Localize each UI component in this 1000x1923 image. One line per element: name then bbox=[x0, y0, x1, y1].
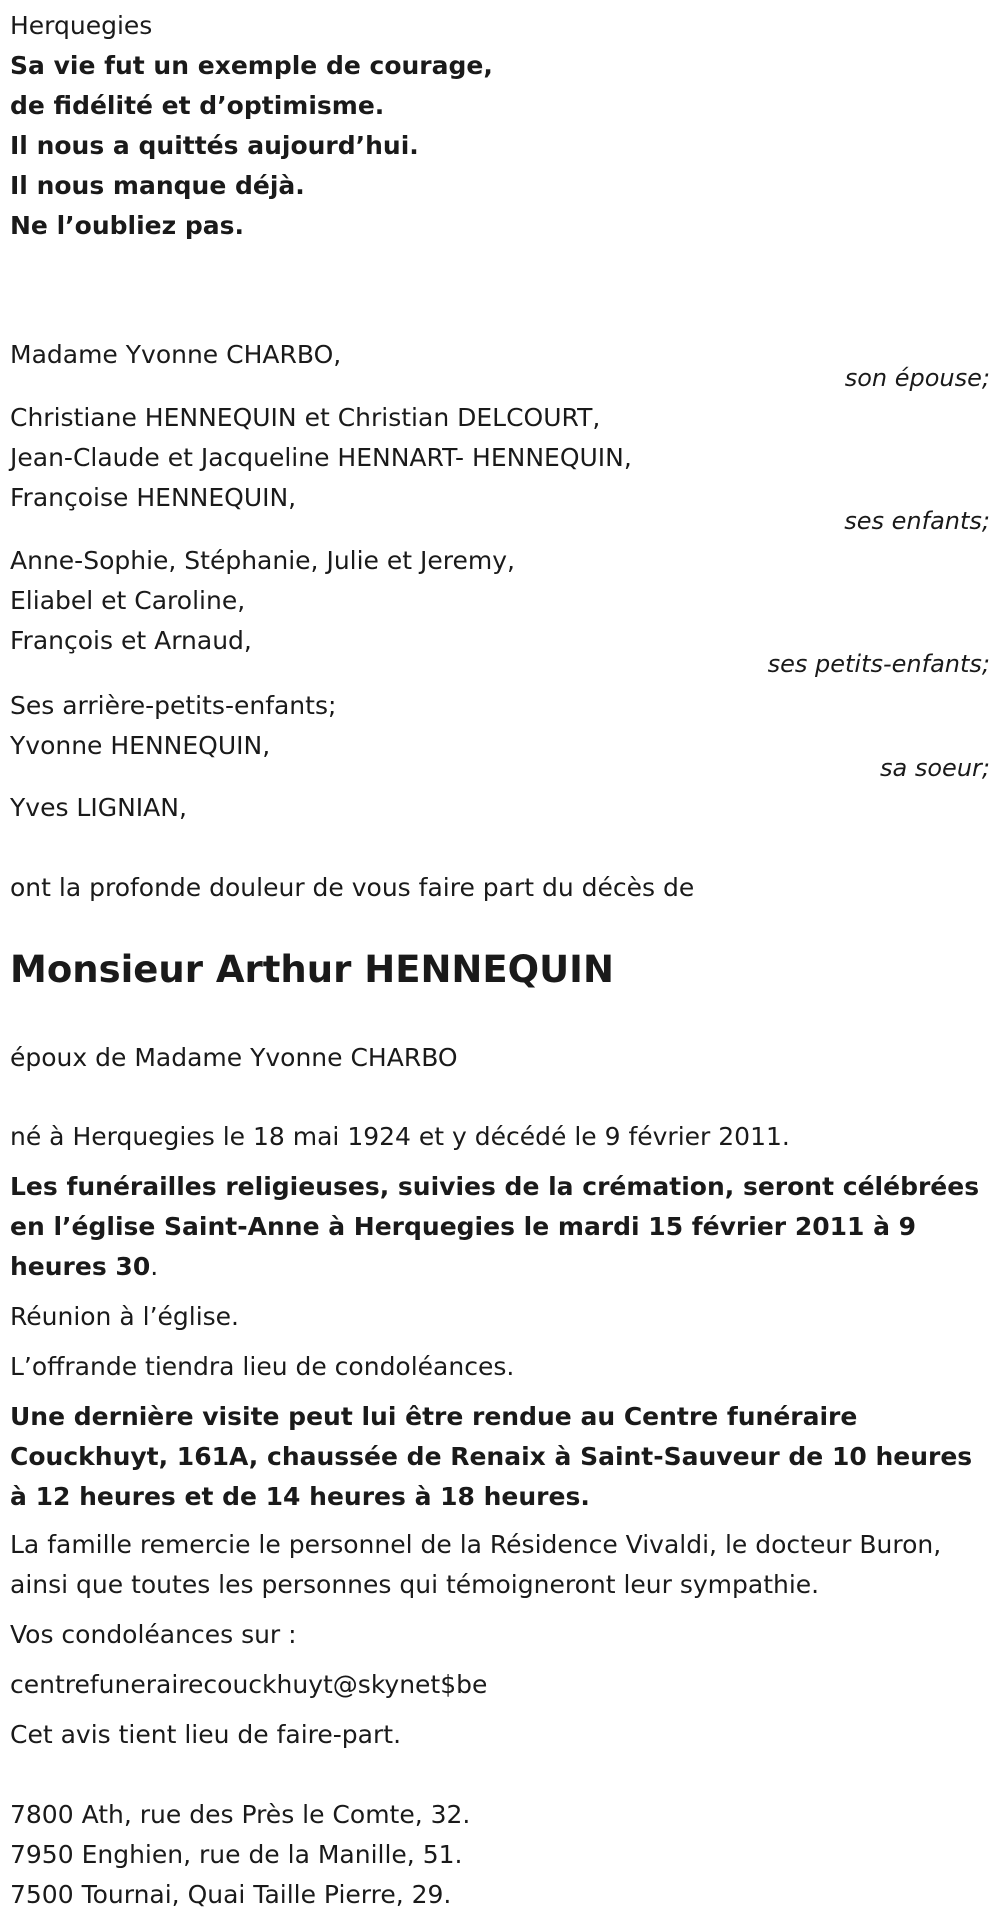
motto-line: Ne l’oubliez pas. bbox=[10, 211, 245, 240]
funeral-details-end: . bbox=[150, 1252, 159, 1281]
motto-line: Il nous manque déjà. bbox=[10, 171, 305, 200]
visit-info: Une dernière visite peut lui être rendue au Centre funéraire Couckhuyt, 161A, chaussée de Renaix à Saint-Sauveur de 10 heures à 12 heures et de 14 heures à 18 heures. bbox=[10, 1402, 973, 1511]
child-name: Françoise HENNEQUIN, bbox=[10, 483, 297, 512]
condolences-email[interactable]: centrefunerairecouckhuyt@skynet$be bbox=[10, 1670, 488, 1699]
motto-line: de fidélité et d’optimisme. bbox=[10, 91, 385, 120]
great-grandchildren: Ses arrière-petits-enfants; bbox=[10, 691, 337, 720]
children-role: ses enfants; bbox=[844, 507, 990, 535]
other-relative: Yves LIGNIAN, bbox=[10, 793, 187, 822]
meeting-info: Réunion à l’église. bbox=[10, 1302, 240, 1331]
grandchildren-role: ses petits-enfants; bbox=[767, 650, 990, 678]
funeral-details bbox=[10, 1167, 990, 1287]
address-line: 7500 Tournai, Quai Taille Pierre, 29. bbox=[10, 1880, 452, 1909]
sister-role: sa soeur; bbox=[880, 754, 990, 782]
address-line: 7800 Ath, rue des Près le Comte, 32. bbox=[10, 1800, 471, 1829]
grandchild-name: Eliabel et Caroline, bbox=[10, 586, 246, 615]
motto-line: Sa vie fut un exemple de courage, bbox=[10, 51, 493, 80]
offering-info: L’offrande tiendra lieu de condoléances. bbox=[10, 1352, 515, 1381]
address-line: 7950 Enghien, rue de la Manille, 51. bbox=[10, 1840, 463, 1869]
deceased-name: Monsieur Arthur HENNEQUIN bbox=[10, 948, 614, 991]
notice-text: Cet avis tient lieu de faire-part. bbox=[10, 1720, 402, 1749]
birth-death: né à Herquegies le 18 mai 1924 et y décédé le 9 février 2011. bbox=[10, 1122, 790, 1151]
child-name: Jean-Claude et Jacqueline HENNART- HENNEQUIN, bbox=[10, 443, 632, 472]
spouse-role: son épouse; bbox=[844, 364, 990, 392]
spouse-of: époux de Madame Yvonne CHARBO bbox=[10, 1043, 458, 1072]
motto-line: Il nous a quittés aujourd’hui. bbox=[10, 131, 419, 160]
funeral-details-bold: Les funérailles religieuses, suivies de la crémation, seront célébrées en l’église Saint-Anne à Herquegies le mardi 15 février 2011 à 9 heures 30 bbox=[10, 1172, 980, 1281]
thanks-info: La famille remercie le personnel de la Résidence Vivaldi, le docteur Buron, ainsi que toutes les personnes qui témoigneront leur sympathie. bbox=[10, 1530, 942, 1599]
grandchild-name: Anne-Sophie, Stéphanie, Julie et Jeremy, bbox=[10, 546, 515, 575]
grandchild-name: François et Arnaud, bbox=[10, 626, 252, 655]
place-name: Herquegies bbox=[10, 11, 153, 40]
spouse-name: Madame Yvonne CHARBO, bbox=[10, 340, 342, 369]
condolences-label: Vos condoléances sur : bbox=[10, 1620, 297, 1649]
announcement-intro: ont la profonde douleur de vous faire part du décès de bbox=[10, 873, 695, 902]
child-name: Christiane HENNEQUIN et Christian DELCOURT, bbox=[10, 403, 601, 432]
sister-name: Yvonne HENNEQUIN, bbox=[10, 731, 271, 760]
